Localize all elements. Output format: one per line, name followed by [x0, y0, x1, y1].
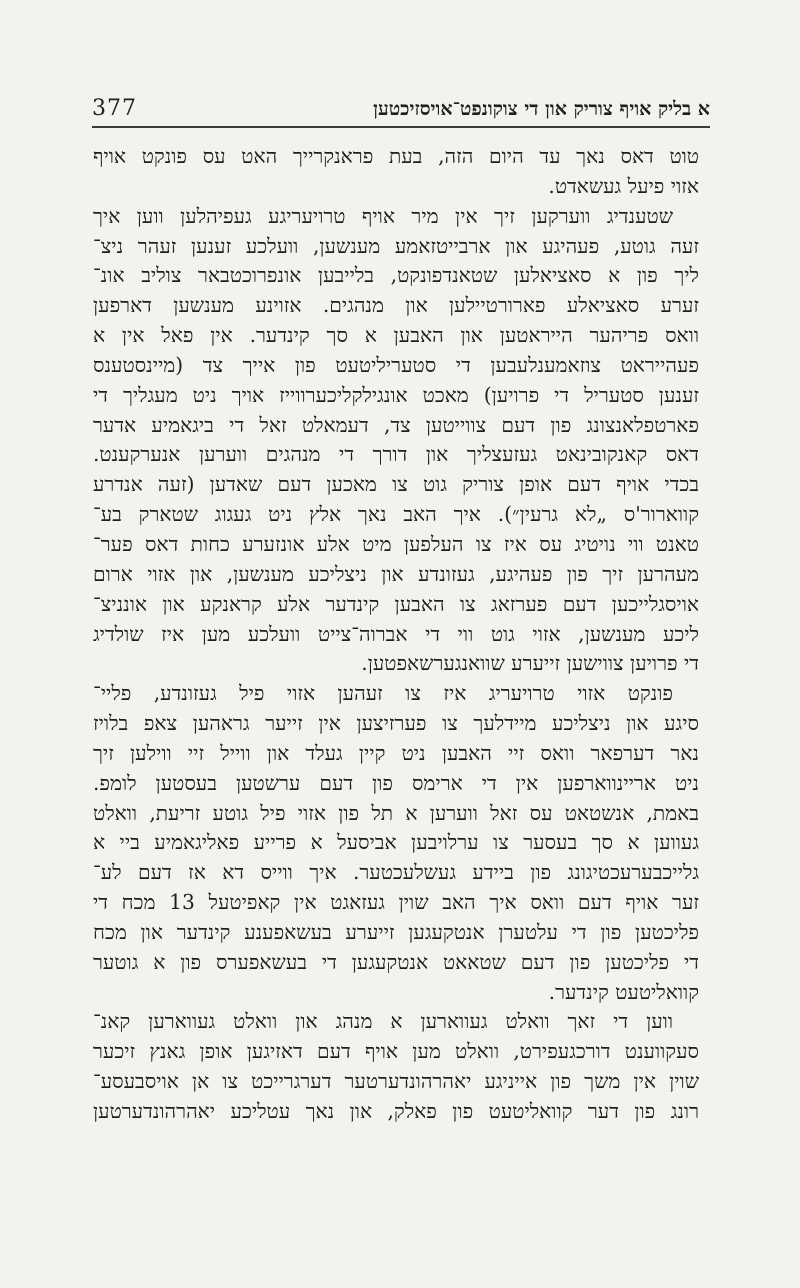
text-line: קוואליטעט קינדער. — [548, 979, 699, 1004]
text-line: שוין אין משך פון אייניגע יאהרהונדערטער דערגרייכט צו אן אויסבעסע־ — [93, 1069, 699, 1094]
paragraph — [93, 142, 699, 202]
header-rule — [92, 126, 710, 128]
text-line: וואס פריהער הייראטען און האבען א סך קינדער. אין פאל אין א — [93, 323, 699, 348]
text-line: אויסגלייכען דעם פערזאג צו האבען קינדער אלע קראנקע און אונניצ־ — [93, 591, 699, 616]
text-line: זערע סאציאלע פארורטיילען און מנהגים. אזוינע מענשען דארפען — [93, 293, 699, 318]
text-line: פעהייראט צוזאמענלעבען די סטעריליטעט פון אייך צד (מיינסטענס — [93, 352, 699, 377]
text-line: שטענדיג ווערקען זיך אין מיר אויף טרויעריגע געפיהלען ווען איך — [93, 203, 673, 228]
text-line: ניט אריינווארפען אין די ארימס פון דעם ערשטען בעסטען לומפ. — [93, 770, 699, 795]
page-number: 377 — [92, 96, 137, 121]
text-line: נאר דערפאר וואס זיי האבען ניט קיין געלד און ווייל זיי ווילען זיך — [93, 740, 699, 765]
text-line: ווען די זאך וואלט געווארען א מנהג און וואלט געווארען קאנ־ — [93, 1009, 673, 1034]
text-line: פארטפלאנצונג פון דעם צווייטען צד, דעמאלט זאל די ביגאמיע אדער — [93, 412, 699, 437]
text-line: סעקווענט דורכגעפירט, וואלט מען אויף דעם דאזיגען אופן גאנץ זיכער — [93, 1039, 699, 1064]
text-line: סיגע און ניצליכע מיידלעך צו פערזיצען אין זייער גראהען צאפ בלויז — [93, 711, 699, 736]
text-line: פונקט אזוי טרויעריג איז צו זעהען אזוי פיל געזונדע, פליי־ — [93, 681, 673, 706]
text-line: טאנט ווי נויטיג עס איז צו העלפען מיט אלע אונזערע כחות דאס פער־ — [93, 531, 699, 556]
page-header — [92, 78, 710, 128]
running-title: א בליק אויף צוריק און די צוקונפט־אויסזיכטען — [373, 98, 710, 120]
paragraph — [93, 679, 699, 1007]
paragraph — [93, 1007, 699, 1126]
text-line: אזוי פיעל געשאדט. — [548, 173, 699, 198]
text-line: דאס קאנקובינאט געזעצליך און דורך די מנהגים ווערען אנערקענט. — [93, 442, 699, 467]
text-line: מעהרען זיך פון פעהיגע, געזונדע און ניצליכע מענשען, און אזוי ארום — [93, 561, 699, 586]
paragraph — [93, 202, 699, 680]
text-line: ליך פון א סאציאלען שטאנדפונקט, בלייבען אונפרוכטבאר צוליב אונ־ — [93, 263, 699, 288]
text-line: זעה גוטע, פעהיגע און ארבייטזאמע מענשען, וועלכע זענען זעהר ניצ־ — [93, 233, 699, 258]
text-line: בכדי אויף דעם אופן צוריק גוט צו מאכען דעם שאדען (זעה אנדרע — [93, 472, 699, 497]
text-line: באמת, אנשטאט עס זאל ווערען א תל פון אזוי פיל גוטע זריעת, וואלט — [93, 800, 699, 825]
text-line: טוט דאס נאך עד היום הזה, בעת פראנקרייך האט עס פונקט אויף — [93, 144, 699, 168]
text-line: זער אויף דעם וואס איך האב שוין געזאגט אין קאפיטעל 13 מכח די — [93, 890, 699, 915]
text-line: די פרויען צווישען זייערע שוואנגערשאפטען. — [361, 651, 699, 676]
text-line: געווען א סך בעסער צו ערלויבען אביסעל א פרייע פאליגאמיע ביי א — [93, 830, 699, 855]
text-line: די פליכטען פון דעם שטאאט אנטקעגען די בעשאפערס פון א גוטער — [93, 949, 699, 974]
text-line: קווארור'ס „לא גרעין״). איך האב נאך אלץ ניט געגוג שטארק בע־ — [93, 502, 699, 527]
body-text — [93, 142, 699, 1127]
text-line: זענען סטעריל די פרויען) מאכט אונגילקליכערווייז אויך ניט מעגליך די — [93, 382, 699, 407]
text-line: גלייכבערעכטיגונג פון ביידע געשלעכטער. איך ווייס דא אז דעם לע־ — [93, 860, 699, 885]
text-line: פליכטען פון די עלטערן אנטקעגען זייערע בעשאפענע קינדער און מכח — [93, 919, 699, 944]
text-line: ליכע מענשען, אזוי גוט ווי די אברוה־צייט וועלכע מען איז שולדיג — [93, 621, 699, 646]
text-line: רונג פון דער קוואליטעט פון פאלק, און נאך עטליכע יאהרהונדערטען — [93, 1099, 699, 1123]
